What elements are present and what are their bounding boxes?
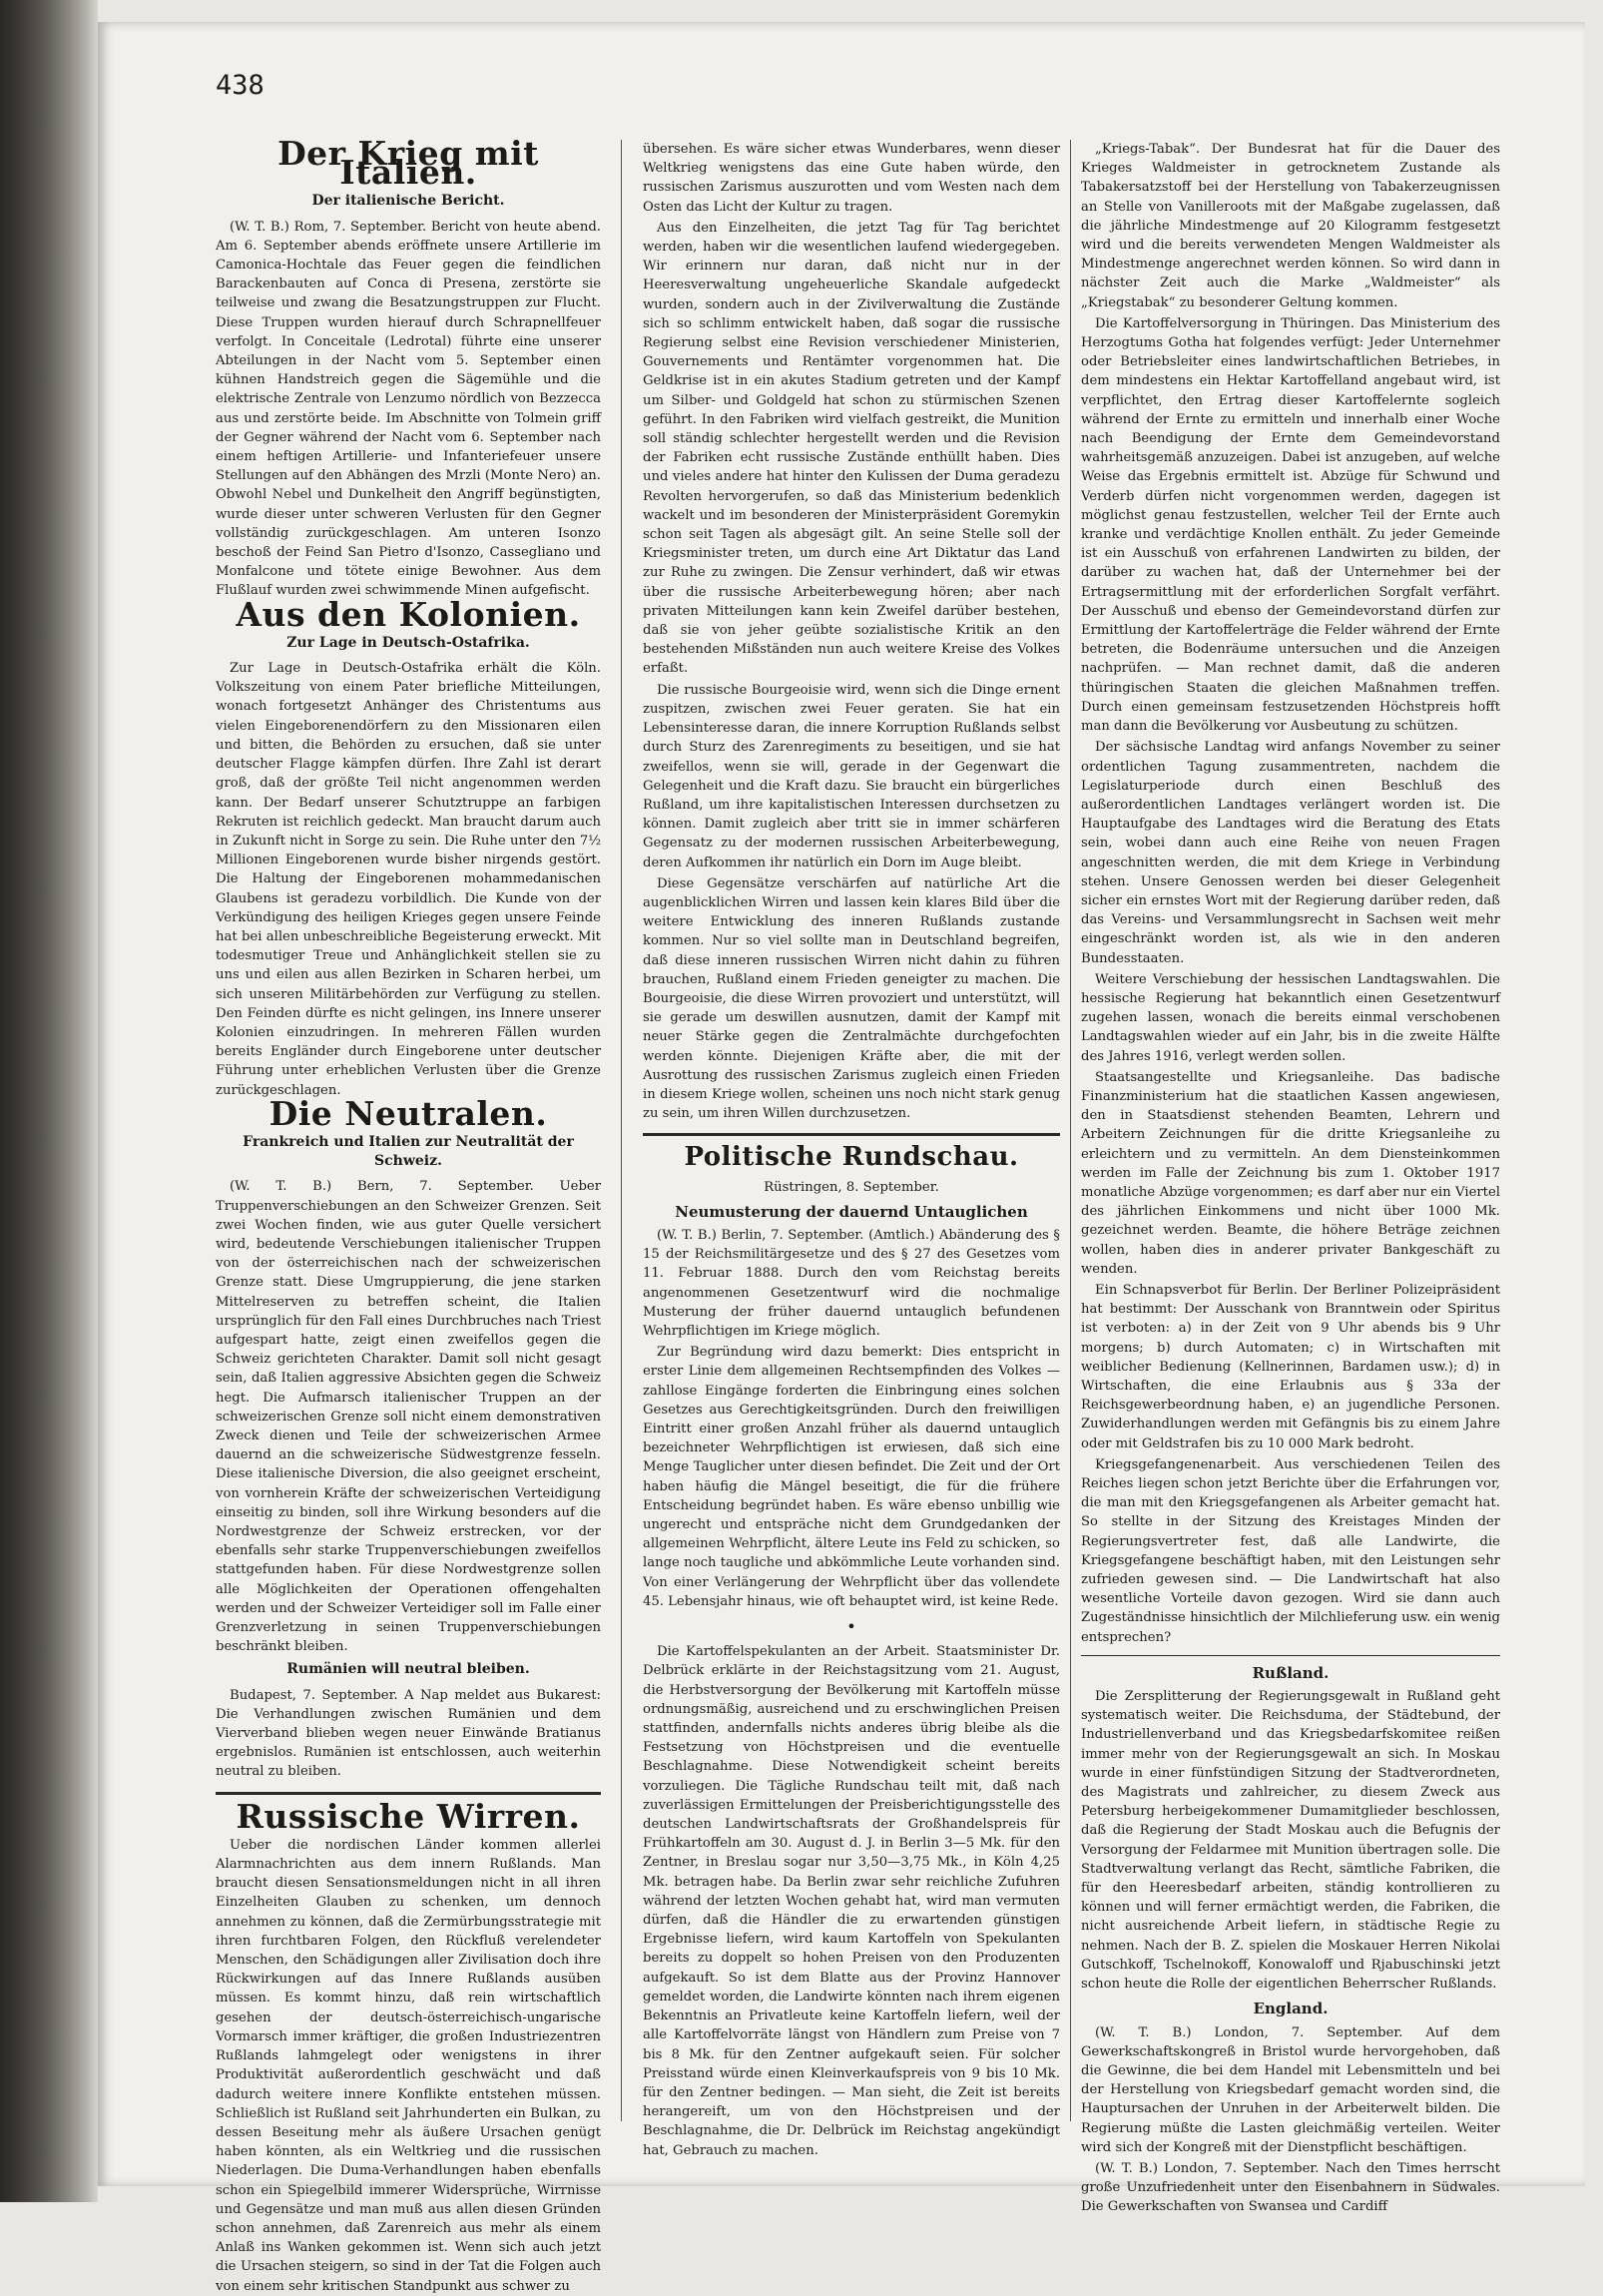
article-romania: Budapest, 7. September. A Nap meldet aus Bukarest: Die Verhandlungen zwischen Rumänien und dem Vierverband blieben wegen neuer Einwände Bratianus ergebnislos. Rumänien ist entschlossen, auch weiterhin neutral zu bleiben. xyxy=(216,1687,601,1780)
section-rule xyxy=(1081,1655,1500,1656)
subhead-england: England. xyxy=(1253,2000,1329,2018)
subhead-swiss-neutrality: Frankreich und Italien zur Neutralität der Schweiz. xyxy=(243,1133,574,1170)
article-remustering: (W. T. B.) Berlin, 7. September. (Amtlich.) Abänderung des § 15 der Reichsmilitärgesetze und des § 27 des Gesetzes vom 11. Februar 1888. Durch den vom Reichstag bereits angenommenen Gesetzentwurf wird die nochmalige Musterung der früher dauernd untauglich befundenen Wehrpflichtigen im Kriege möglich. xyxy=(643,1227,1060,1339)
headline-russian-turmoil: Russische Wirren. xyxy=(236,1796,581,1836)
column-3 xyxy=(1081,140,1500,2215)
article-russia-government: Die Zersplitterung der Regierungsgewalt in Rußland geht systematisch weiter. Die Reichsduma, der Städtebund, der Industriellenverband und das Kriegsbedarfskomitee reißen immer mehr von der Regierungsgewalt an sich. In Moskau wurde in einer fünfstündigen Sitzung der Stadtverordneten, des Magistrats und zahlreicher, zu diesem Zweck aus Petersburg herbeigekommener Dumamitglieder beschlossen, daß die Regierung der Stadt Moskau auch die Befugnis der Versorgung der Feldarmee mit Munition übertragen solle. Die Stadtverwaltung verlangt das Recht, sämtliche Fabriken, die für den Heeresbedarf arbeiten, ständig kontrollieren zu können und will ferner ermächtigt werden, die Fabriken, die nicht ausreichende Arbeit liefern, in städtische Regie zu nehmen. Nach der B. Z. spielen die Moskauer Herren Nikolai Gutschkoff, Tschelnokoff, Konowaloff und Rjabuschinski jetzt schon heute die Rolle der eigentlichen Beherrscher Rußlands. xyxy=(1081,1689,1500,1993)
article-colonies: Zur Lage in Deutsch-Ostafrika erhält die Köln. Volkszeitung von einem Pater briefliche Mitteilungen, wonach fortgesetzt Anhänger des Christentums aus vielen Eingeborenendörfern zu den Missionaren eilen und bitten, die Behörden zu ersuchen, daß sie unter deutscher Flagge kämpfen dürfen. Ihre Zahl ist derart groß, daß der größte Teil nicht angenommen werden kann. Der Bedarf unserer Schutztruppe an farbigen Rekruten ist reichlich gedeckt. Man braucht darum auch in Zukunft nicht in Sorge zu sein. Die Ruhe unter den 7½ Millionen Eingeborenen wurde bisher nirgends gestört. Die Haltung der Eingeborenen mohammedanischen Glaubens ist geradezu vorbildlich. Die Kunde von der Verkündigung des heiligen Krieges gegen unsere Feinde hat bei allen unbeschreibliche Begeisterung erweckt. Mit todesmutiger Treue und Anhänglichkeit stellen sie zu uns und eilen aus allen Bezirken in Scharen herbei, um sich unseren Militärbehörden zur Verfügung zu stellen. Den Feinden dürfte es nicht gelingen, ins Innere unserer Kolonien einzudringen. In mehreren Fällen wurden bereits Engländer durch Eingeborene unter deutscher Führung unter erheblichen Verlusten über die Grenze zurückgeschlagen. xyxy=(216,661,601,1098)
column-rule-1 xyxy=(621,140,622,2121)
section-separator xyxy=(643,1133,1060,1136)
subhead-remustering: Neumusterung der dauernd Untauglichen xyxy=(675,1202,1028,1221)
article-potato-speculators: Die Kartoffelspekulanten an der Arbeit. Staatsminister Dr. Delbrück erklärte in der Reichstagsitzung vom 21. August, die Herbstversorgung der Bevölkerung mit Kartoffeln müsse ordnungsmäßig, ausreichend und zu erschwinglichen Preisen stattfinden, andernfalls nichts anderes übrig bleibe als die Festsetzung von Höchstpreisen und die eventuelle Beschlagnahme. Diese Notwendigkeit scheint bereits vorzuliegen. Die Tägliche Rundschau teilt mit, daß nach zuverlässigen Ermittelungen der Preisberichtigungsstelle des deutschen Landwirtschaftsrats der Großhandelspreis für Frühkartoffeln am 30. August d. J. in Berlin 3—5 Mk. für den Zentner, in Breslau sogar nur 3,50—3,75 Mk., in Köln 4,25 Mk. betragen habe. Da Berlin zwar sehr reichliche Zufuhren während der letzten Wochen gehabt hat, wird man vermuten dürfen, daß die Händler die zu erwartenden günstigen Ergebnisse liefern, wird kaum Kartoffeln von Spekulanten bereits zu doppelt so hohen Preisen von den Produzenten aufgekauft. So ist dem Blatte aus der Provinz Hannover gemeldet worden, die Landwirte könnten nach ihrem eigenen Bekenntnis an Privatleute keine Kartoffeln liefern, weil der alle Kartoffelvorräte längst von Händlern zum Preise von 7 bis 8 Mk. für den Zentner aufgekauft seien. Für solcher Preisstand würde einen Kleinverkaufspreis von 9 bis 10 Mk. für den Zentner bedingen. — Man sieht, die Zeit ist bereits herangereift, um von den Höchstpreisen und der Beschlagnahme, die Dr. Delbrück im Reichstag angekündigt hat, Gebrauch zu machen. xyxy=(643,1644,1060,2158)
article-italy: (W. T. B.) Rom, 7. September. Bericht von heute abend. Am 6. September abends eröffnete unsere Artillerie im Camonica-Hochtale das Feuer gegen die feindlichen Barackenbauten auf Conca di Presena, zerstörte sie teilweise und zwang die Besatzungstruppen zur Flucht. Diese Truppen wurden hierauf durch Schrapnellfeuer verfolgt. In Conceitale (Ledrotal) führte eine unserer Abteilungen in der Nacht vom 5. September einen kühnen Handstreich gegen die Sägemühle und die elektrische Zentrale von Lenzumo nördlich von Bezzecca aus und zerstörte beide. Im Abschnitte von Tolmein griff der Gegner während der Nacht vom 6. September nach einem heftigen Artillerie- und Infanteriefeuer unsere Stellungen auf den Abhängen des Mrzli (Monte Nero) an. Obwohl Nebel und Dunkelheit den Angriff begünstigten, wurde dieser unter schweren Verlusten für den Gegner vollständig zurückgeschlagen. Am unteren Isonzo beschoß der Feind San Pietro d'Isonzo, Cassegliano und Monfalcone und tötete einige Bewohner. Aus dem Flußlauf wurden zwei schwimmende Minen aufgefischt. xyxy=(216,219,601,599)
subhead-italian-report: Der italienische Bericht. xyxy=(311,193,505,210)
headline-colonies: Aus den Kolonien. xyxy=(236,594,581,634)
article-war-tobacco: „Kriegs-Tabak“. Der Bundesrat hat für die Dauer des Krieges Waldmeister in getrocknetem Zustande als Tabakersatzstoff bei der Herstellung von Tabakerzeugnissen an Stelle von Vanilleroots mit der Maßgabe zugelassen, daß die jährliche Mindestmenge auf 20 Kilogramm festgesetzt wird und die bereits verwendeten Mengen Waldmeister als Mindestmenge angerechnet werden können. So wird dann in nächster Zeit auch die Marke „Waldmeister“ als „Kriegstabak“ zu besonderer Geltung kommen. xyxy=(1081,142,1500,310)
article-russia-part4: Diese Gegensätze verschärfen auf natürliche Art die augenblicklichen Wirren und lassen kein klares Bild über die weitere Entwicklung des inneren Rußlands zustande kommen. Nur so viel sollte man in Deutschland begreifen, daß diese inneren russischen Wirren nicht dahin zu führen brauchen, Rußland einem Frieden geneigter zu machen. Die Bourgeoisie, die diese Wirren provoziert und unterstützt, will sie gerade um deswillen ausnutzen, damit der Kampf mit neuer Stärke gegen die Zentralmächte durchgefochten werden könnte. Diejenigen Kräfte aber, die mit der Ausrottung des russischen Zarismus zugleich einen Frieden in diesem Kriege wollen, scheinen uns noch nicht stark genug zu sein, um ihren Willen durchzusetzen. xyxy=(643,875,1060,1122)
article-remustering-reason: Zur Begründung wird dazu bemerkt: Dies entspricht in erster Linie dem allgemeinen Rechtsempfinden des Volkes — zahllose Eingänge forderten die Einbringung eines solchen Gesetzes aus Gerechtigkeitsgründen. Durch den freiwilligen Eintritt einer großen Anzahl früher als dauernd untauglich bezeichneter Wehrpflichtigen ist erwiesen, daß sich eine Menge Tauglicher unter diesen befindet. Die Zeit und der Ort haben häufig die Mängel beseitigt, die für die frühere Entscheidung begründet haben. Es wäre ebenso unbillig wie ungerecht und entspräche nicht dem Grundgedanken der allgemeinen Wehrpflicht, ältere Leute ins Feld zu schicken, so lange noch taugliche und abkömmliche Leute vorhanden sind. Von einer Verlängerung der Wehrpflicht über das vollendete 45. Lebensjahr hinaus, wie oft behauptet wird, ist keine Rede. xyxy=(643,1345,1060,1609)
column-2 xyxy=(643,140,1060,2158)
headline-italy: Der Krieg mit Italien. xyxy=(277,134,539,193)
page-number: 438 xyxy=(216,70,265,101)
article-russia: Ueber die nordischen Länder kommen allerlei Alarmnachrichten aus dem innern Rußlands. Man braucht diesen Sensationsmeldungen nicht in all ihren Einzelheiten Glauben zu schenken, um dennoch annehmen zu können, daß die Zermürbungsstrategie mit ihren furchtbaren Folgen, den Rückfluß verelendeter Menschen, den Schädigungen aller Zivilisation doch ihre Rückwirkungen auf das Innere Rußlands ausüben müssen. Es kommt hinzu, daß rein wirtschaftlich gesehen der deutsch-österreichisch-ungarische Vormarsch immer kräftiger, die großen Industriezentren Rußlands lahmgelegt oder wenigstens in ihrer Produktivität außerordentlich geschwächt und daß dadurch weitere innere Konflikte entstehen müssen. Schließlich ist Rußland seit Jahrhunderten ein Bulkan, zu dessen Beseitung mehr als äußere Ursachen genügt haben könnten, als ein Weltkrieg und die russischen Niederlagen. Die Duma-Verhandlungen haben ebenfalls schon ein Spiegelbild immerer Widersprüche, Wirrnisse und Gegensätze und man muß aus allen diesen Gründen schon annehmen, daß Zarenreich aus mehr als einem Anlaß ins Wanken gekommen ist. Wenn sich auch jetzt die Ursachen steigern, so sind in der Tat die Folgen auch von einem sehr kritischen Standpunkt aus schwer zu xyxy=(216,1837,601,2294)
article-england-congress: (W. T. B.) London, 7. September. Auf dem Gewerkschaftskongreß in Bristol wurde hervorgehoben, daß die Gewinne, die bei dem Handel mit Lebensmitteln und bei der Herstellung von Kriegsbedarf gemacht worden sind, die Hauptursachen der Unruhen in der Arbeiterwelt bilden. Die Regierung müßte die Lasten gleichmäßig verteilen. Weiter wird sich der Kongreß mit der Dienstpflicht beschäftigen. xyxy=(1081,2024,1500,2155)
column-rule-2 xyxy=(1070,140,1071,2121)
separator-dot: • xyxy=(846,1617,856,1637)
headline-political-review: Politische Rundschau. xyxy=(684,1142,1019,1173)
article-russia-continued: übersehen. Es wäre sicher etwas Wunderbares, wenn dieser Weltkrieg wenigstens das eine Gute haben würde, den russischen Zarismus auszurotten und vom Westen nach dem Osten das Licht der Kultur zu tragen. xyxy=(643,142,1060,215)
article-saxon-landtag: Der sächsische Landtag wird anfangs November zu seiner ordentlichen Tagung zusammentreten, nachdem die Legislaturperiode durch einen Beschluß des außerordentlichen Landtages verlängert worden ist. Die Hauptaufgabe des Landtages wird die Beratung des Etats sein, wobei dann auch eine Reihe von neuen Fragen angeschnitten werden, die mit dem Kriege in Verbindung stehen. Unsere Genossen werden bei dieser Gelegenheit sicher ein ernstes Wort mit der Regierung darüber reden, daß das Vereins- und Versammlungsrecht in Sachsen weit mehr eingeschränkt worden ist, als wie in den anderen Bundesstaaten. xyxy=(1081,740,1500,966)
column-1 xyxy=(216,134,601,2294)
article-russia-part2: Aus den Einzelheiten, die jetzt Tag für Tag berichtet werden, haben wir die wesentlichen laufend wiedergegeben. Wir erinnern nur daran, daß nicht nur in der Heeresverwaltung ungeheuerliche Skandale aufgedeckt wurden, sondern auch in der Zivilverwaltung die Zustände sich so schlimm entwickelt haben, daß sogar die russische Regierung selbst eine Revision verschiedener Ministerien, Gouvernements und Rentämter vorgenommen hat. Die Geldkrise ist in ein akutes Stadium getreten und der Kampf um Silber- und Goldgeld hat schon zu stürmischen Szenen geführt. In den Fabriken wird vielfach gestreikt, die Munition soll ständig schlechter hergestellt werden und die Revision der Fabriken echt russische Zustände enthüllt haben. Dies und vieles andere hat hinter den Kulissen der Duma geradezu Revolten hervorgerufen, so daß das Ministerium bedenklich wackelt und im besonderen der Ministerpräsident Goremykin schon seit Tagen als abgesägt gilt. An seine Stelle soll der Kriegsminister treten, um durch eine Art Diktatur das Land zur Ruhe zu zwingen. Die Zensur verhindert, daß wir etwas über die russische Arbeiterbewegung hören; aber nach privaten Mitteilungen kann kein Zweifel darüber bestehen, daß sie von jeher geübte sozialistische Kritik an den bestehenden Mißständen nun auch weitere Kreise des Volkes erfaßt. xyxy=(643,220,1060,677)
article-thuringia-potatoes: Die Kartoffelversorgung in Thüringen. Das Ministerium des Herzogtums Gotha hat folgendes verfügt: Jeder Unternehmer oder Betriebsleiter eines landwirtschaftlichen Betriebes, in dem mindestens ein Hektar Kartoffelland angebaut wird, ist verpflichtet, den Ertrag dieser Kartoffelernte sogleich während der Ernte zu ermitteln und innerhalb einer Woche nach Beendigung der Ernte dem Gemeindevorstand wahrheitsgemäß anzuzeigen. Dabei ist anzugeben, auf welche Weise das Ergebnis ermittelt ist. Abzüge für Schwund und Verderb dürfen nicht vorgenommen werden, dagegen ist möglichst genau festzustellen, welcher Teil der Ernte auch kranke und verdächtige Knollen enthält. Zu jeder Gemeinde ist ein Ausschuß von erfahrenen Landwirten zu bilden, der darüber zu wachen hat, daß der Unternehmer bei der Ertragsermittlung mit der erforderlichen Sorgfalt verfährt. Der Ausschuß und ebenso der Gemeindevorstand dürfen zur Ermittlung der Kartoffelerträge die Felder während der Ernte betreten, die Bodenräume untersuchen und die Anzeigen nachprüfen. — Man rechnet damit, daß die anderen thüringischen Staaten die gleichen Maßnahmen treffen. Durch einen gemeinsam festzusetzenden Höchstpreis hofft man dann die Bevölkerung vor Ausbeutung zu schützen. xyxy=(1081,315,1500,735)
book-binding xyxy=(0,0,98,2202)
article-pow-labor: Kriegsgefangenenarbeit. Aus verschiedenen Teilen des Reiches liegen schon jetzt Berichte über die Erfahrungen vor, die man mit den Kriegsgefangenen als Arbeiter gemacht hat. So stellte in der Sitzung des Kreistages Minden der Regierungsvertreter fest, daß alle Landwirte, die Kriegsgefangene beschäftigt haben, mit den Leistungen sehr zufrieden gewesen sind. — Die Landwirtschaft hat also wesentliche Vorteile davon gezogen. Wird sie dann auch Zugeständnisse hinsichtlich der Milchlieferung usw. ein wenig entsprechen? xyxy=(1081,1456,1500,1645)
article-russia-part3: Die russische Bourgeoisie wird, wenn sich die Dinge ernent zuspitzen, zwischen zwei Feuer geraten. Sie hat ein Lebensinteresse daran, die innere Korruption Rußlands selbst durch Sturz des Zarenregiments zu beseitigen, und sie hat zweifellos, wenn sie will, gerade in der Gegenwart die Gelegenheit und die Kraft dazu. Sie braucht ein bürgerliches Rußland, um ihre kapitalistischen Interessen durchsetzen zu können. Damit zugleich aber tritt sie in immer schärferen Gegensatz zu der modernen russischen Arbeiterbewegung, deren Aufkommen ihr natürlich ein Dorn im Auge bleibt. xyxy=(643,682,1060,870)
article-neutrals: (W. T. B.) Bern, 7. September. Ueber Truppenverschiebungen an den Schweizer Grenzen. Seit zwei Wochen finden, wie aus guter Quelle versichert wird, bedeutende Verschiebungen italienischer Truppen von der österreichischen nach der schweizerischen Grenze statt. Diese Umgruppierung, die jene starken Mittelreserven zu betreffen scheint, die Italien ursprünglich für den Fall eines Durchbruches nach Triest aufgespart hatte, zeigt einen zweifellos gegen die Schweiz gerichteten Charakter. Damit soll nicht gesagt sein, daß Italien aggressive Absichten gegen die Schweiz hegt. Die Aufmarsch italienischer Truppen an der schweizerischen Grenze soll nicht einem demonstrativen Zweck dienen und Teile der schweizerischen Armee dauernd an die schweizerische Südwestgrenze fesseln. Diese italienische Diversion, die also geeignet erscheint, von vornherein Kräfte der schweizerischen Verteidigung einseitig zu binden, soll ihre Wirkung besonders auf die Nordwestgrenze der Schweiz erstrecken, vor der ebenfalls sehr starke Truppenverschiebungen zweifellos stattgefunden haben. Für diese Nordwestgrenze sollen alle Möglichkeiten der Operationen offengehalten werden und der Schweizer Verteidiger soll im Falle einer Grenzverletzung in seinen Truppenverschiebungen beschränkt bleiben. xyxy=(216,1179,601,1655)
dateline: Rüstringen, 8. September. xyxy=(764,1179,939,1195)
article-schnapps-ban: Ein Schnapsverbot für Berlin. Der Berliner Polizeipräsident hat bestimmt: Der Ausschank von Branntwein oder Spiritus ist verboten: a) in der Zeit von 9 Uhr abends bis 9 Uhr morgens; b) durch Automaten; c) in Wirtschaften mit weiblicher Bedienung (Kellnerinnen, Bardamen usw.); d) in Wirtschaften, die eine Erlaubnis aus § 33a der Reichsgewerbeordnung haben, e) an jugendliche Personen. Zuwiderhandlungen werden mit Gefängnis bis zu einem Jahre oder mit Geldstrafen bis zu 10 000 Mark bedroht. xyxy=(1081,1282,1500,1451)
headline-neutrals: Die Neutralen. xyxy=(268,1093,548,1133)
article-england-railway: (W. T. B.) London, 7. September. Nach den Times herrscht große Unzufriedenheit unter den Eisenbahnern in Südwales. Die Gewerkschaften von Swansea und Cardiff xyxy=(1081,2160,1500,2215)
article-hessian-elections: Weitere Verschiebung der hessischen Landtagswahlen. Die hessische Regierung hat bekanntlich einen Gesetzentwurf zugehen lassen, wonach die bereits einmal verschobenen Landtagswahlen wieder auf ein Jahr, bis in die zweite Hälfte des Jahres 1916, verlegt werden sollen. xyxy=(1081,971,1500,1064)
subhead-east-africa: Zur Lage in Deutsch-Ostafrika. xyxy=(286,634,530,651)
subhead-russia: Rußland. xyxy=(1252,1663,1330,1682)
subhead-romania: Rumänien will neutral bleiben. xyxy=(286,1661,530,1678)
article-war-loan: Staatsangestellte und Kriegsanleihe. Das badische Finanzministerium hat die staatlichen Kassen angewiesen, den in Staatsdienst stehenden Beamten, Lehrern und Arbeitern Zeichnungen für die dritte Kriegsanleihe zu erleichtern und zu vermitteln. An dem Diensteinkommen werden im Falle der Zeichnung bis zum 1. Oktober 1917 monatliche Abzüge vorgenommen; es darf aber nur ein Viertel des jährlichen Einkommens und nicht über 1000 Mk. gezeichnet werden. Beamte, die höhere Beträge zeichnen wollen, haben dies in anderer privater Bankgeschäft zu wenden. xyxy=(1081,1069,1500,1277)
section-separator xyxy=(216,1792,601,1795)
